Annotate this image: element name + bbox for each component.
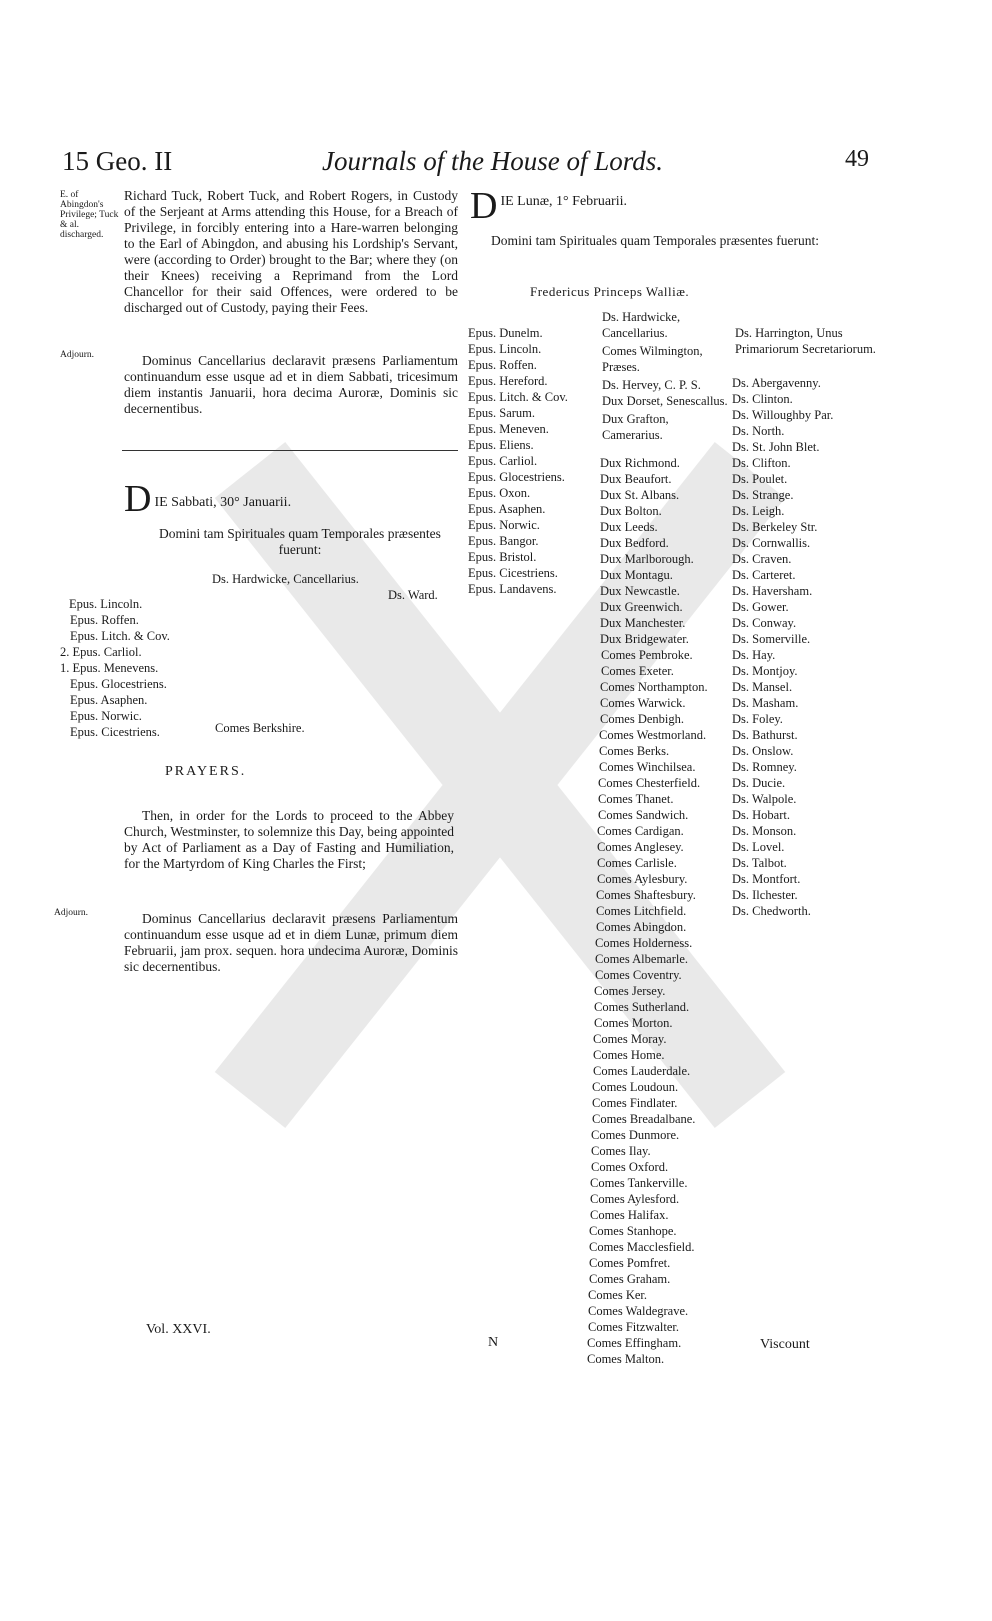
list-item: Ds. Carteret. (732, 568, 796, 582)
list-item: Comes Lauderdale. (593, 1064, 691, 1078)
list-item: Ds. Craven. (732, 552, 792, 566)
list-item: Dux Grafton, Camerarius. (602, 412, 669, 442)
list-item: Comes Fitzwalter. (588, 1320, 679, 1334)
officers-list (602, 309, 732, 445)
list-item: Comes Shaftesbury. (596, 888, 696, 902)
list-item: Ds. Clinton. (732, 392, 793, 406)
list-item: Comes Holderness. (595, 936, 693, 950)
list-item: Ds. Mansel. (732, 680, 793, 694)
list-item: Comes Wilmington, Præses. (602, 344, 703, 374)
list-item: Epus. Carliol. (468, 454, 538, 468)
list-item: Comes Berks. (599, 744, 670, 758)
earls-list (587, 647, 708, 1367)
lord-ward: Ds. Ward. (388, 588, 438, 602)
list-item: Epus. Litch. & Cov. (468, 390, 568, 404)
list-item: Dux Montagu. (600, 568, 673, 582)
list-item: Comes Stanhope. (589, 1224, 677, 1238)
margin-note: E. of Abingdon's Privilege; Tuck & al. discharged. (60, 190, 119, 240)
list-item: Comes Cardigan. (597, 824, 684, 838)
list-item: Epus. Sarum. (468, 406, 536, 420)
list-item: Ds. Hay. (732, 648, 776, 662)
domini-line: Domini tam Spirituales quam Temporales præsentes fuerunt: (159, 526, 441, 557)
list-item: Dux Bolton. (600, 504, 662, 518)
list-item: Ds. Chedworth. (732, 904, 811, 918)
list-item: Dux Bedford. (600, 536, 669, 550)
list-item: Comes Graham. (589, 1272, 671, 1286)
list-item: Ds. Ilchester. (732, 888, 798, 902)
list-item: Ds. Masham. (732, 696, 799, 710)
list-item: 1. Epus. Menevens. (60, 661, 159, 675)
list-item: Ds. Gower. (732, 600, 789, 614)
list-item: Comes Abingdon. (596, 920, 687, 934)
reign-header: 15 Geo. II (62, 146, 173, 176)
list-item: Comes Loudoun. (592, 1080, 679, 1094)
list-item: Ds. Willoughby Par. (732, 408, 834, 422)
list-item: Comes Albemarle. (595, 952, 689, 966)
list-item: Epus. Litch. & Cov. (70, 629, 170, 643)
list-item: Epus. Lincoln. (468, 342, 542, 356)
list-item: Comes Denbigh. (600, 712, 685, 726)
list-item: Comes Effingham. (587, 1336, 682, 1350)
list-item: Comes Winchilsea. (599, 760, 696, 774)
list-item: Epus. Cicestriens. (70, 725, 160, 739)
list-item: Epus. Glocestriens. (468, 470, 565, 484)
list-item: Comes Dunmore. (591, 1128, 680, 1142)
list-item: Epus. Cicestriens. (468, 566, 558, 580)
day-heading (124, 478, 458, 520)
list-item: Epus. Asaphen. (468, 502, 546, 516)
list-item: Comes Pomfret. (589, 1256, 671, 1270)
dukes-list (600, 455, 694, 647)
volume-footer: Vol. XXVI. (146, 1322, 211, 1337)
margin-note: Adjourn. (60, 350, 95, 360)
list-item: Epus. Landavens. (468, 582, 557, 596)
list-item: Epus. Roffen. (468, 358, 537, 372)
prayers-heading: PRAYERS. (165, 764, 247, 779)
list-item: Dux Marlborough. (600, 552, 694, 566)
list-item: Ds. Bathurst. (732, 728, 798, 742)
list-item: Dux Newcastle. (600, 584, 680, 598)
list-item: Ds. Onslow. (732, 744, 794, 758)
drop-cap: D (124, 478, 152, 520)
list-item: Comes Westmorland. (599, 728, 707, 742)
list-item: Ds. St. John Blet. (732, 440, 820, 454)
list-item: Ds. Ducie. (732, 776, 786, 790)
day-heading (470, 185, 850, 227)
list-item: Comes Macclesfield. (589, 1240, 695, 1254)
list-item: Ds. Poulet. (732, 472, 788, 486)
list-item: Epus. Norwic. (468, 518, 540, 532)
paragraph-prayers: Then, in order for the Lords to proceed to the Abbey Church, Westminster, to solemnize this Day, being appointed by Act of Parliament as a Day of Fasting and Humiliation, for the Martyrdom of King Charles the First; (124, 808, 454, 871)
list-item: Comes Waldegrave. (588, 1304, 689, 1318)
list-item: Comes Northampton. (600, 680, 708, 694)
bishops-list (468, 325, 568, 597)
list-item: Epus. Glocestriens. (70, 677, 167, 691)
list-item: Ds. Hervey, C. P. S. (602, 378, 701, 392)
list-item: Ds. Foley. (732, 712, 783, 726)
list-item: Comes Ilay. (591, 1144, 651, 1158)
barons-list (732, 375, 833, 919)
bishops-list (60, 596, 170, 740)
list-item: Ds. Lovel. (732, 840, 785, 854)
list-item: Ds. Cornwallis. (732, 536, 811, 550)
list-item: Ds. Monson. (732, 824, 797, 838)
list-item: Ds. Hardwicke, Cancellarius. (602, 310, 681, 340)
list-item: Dux Greenwich. (600, 600, 683, 614)
list-item: Epus. Meneven. (468, 422, 549, 436)
list-item: Dux Beaufort. (600, 472, 672, 486)
prince-of-wales: Fredericus Princeps Walliæ. (530, 284, 690, 299)
chancellor: Ds. Hardwicke, Cancellarius. (212, 572, 359, 586)
list-item: Dux St. Albans. (600, 488, 680, 502)
list-item: Comes Malton. (587, 1352, 665, 1366)
list-item: Dux Dorset, Senescallus. (602, 394, 728, 408)
list-item: Comes Home. (593, 1048, 665, 1062)
list-item: Comes Sutherland. (594, 1000, 690, 1014)
domini-line: Domini tam Spirituales quam Temporales præsentes fuerunt: (491, 233, 819, 248)
list-item: Dux Manchester. (600, 616, 686, 630)
list-item: Comes Exeter. (601, 664, 674, 678)
earl-berkshire: Comes Berkshire. (215, 721, 305, 735)
list-item: Epus. Lincoln. (69, 597, 143, 611)
list-item: Dux Bridgewater. (600, 632, 689, 646)
list-item: Comes Pembroke. (601, 648, 693, 662)
list-item: Comes Litchfield. (596, 904, 687, 918)
list-item: Comes Moray. (593, 1032, 667, 1046)
list-item: Comes Findlater. (592, 1096, 678, 1110)
list-item: Epus. Asaphen. (70, 693, 148, 707)
list-item: Comes Oxford. (591, 1160, 669, 1174)
list-item: Ds. Leigh. (732, 504, 785, 518)
drop-cap: D (470, 185, 498, 227)
day-heading-text: IE Sabbati, 30° Januarii. (154, 495, 292, 510)
list-item: Ds. Somerville. (732, 632, 811, 646)
list-item: Comes Jersey. (594, 984, 666, 998)
list-item: Ds. Romney. (732, 760, 797, 774)
secretary: Ds. Harrington, Unus Primariorum Secretariorum. (735, 326, 876, 356)
signature-mark: N (488, 1335, 499, 1350)
list-item: Comes Chesterfield. (598, 776, 701, 790)
divider (122, 450, 458, 451)
paragraph-adjourn: Dominus Cancellarius declaravit præsens Parliamentum continuandum esse usque ad et in diem Sabbati, tricesimum diem instantis Januarii, hora decima Auroræ, Dominis sic decernentibus. (124, 353, 458, 416)
paragraph-tuck: Richard Tuck, Robert Tuck, and Robert Rogers, in Custody of the Serjeant at Arms attending this House, for a Breach of Privilege, in forcibly entering into a Hare-warren belonging to the Earl of Abingdon, and abusing his Lordship's Servant, were (according to Order) brought to the Bar; where they (on their Knees) receiving a Reprimand from the Lord Chancellor for their said Offences, were ordered to be discharged out of Custody, paying their Fees. (124, 188, 458, 315)
list-item: Ds. Abergavenny. (732, 376, 821, 390)
list-item: Comes Coventry. (595, 968, 682, 982)
list-item: Ds. Hobart. (732, 808, 790, 822)
list-item: Epus. Norwic. (70, 709, 142, 723)
list-item: Dux Richmond. (600, 456, 680, 470)
list-item: Ds. Talbot. (732, 856, 787, 870)
list-item: Comes Thanet. (598, 792, 674, 806)
list-item: Comes Aylesford. (590, 1192, 680, 1206)
list-item: Comes Halifax. (590, 1208, 669, 1222)
list-item: Comes Aylesbury. (597, 872, 688, 886)
list-item: Epus. Dunelm. (468, 326, 543, 340)
list-item: Comes Breadalbane. (592, 1112, 696, 1126)
list-item: Ds. Strange. (732, 488, 794, 502)
list-item: Comes Warwick. (600, 696, 686, 710)
list-item: Ds. Conway. (732, 616, 797, 630)
list-item: Dux Leeds. (600, 520, 658, 534)
page-number: 49 (845, 146, 869, 172)
list-item: Epus. Bristol. (468, 550, 537, 564)
margin-note: Adjourn. (54, 908, 89, 918)
list-item: Ds. Berkeley Str. (732, 520, 818, 534)
list-item: Epus. Eliens. (468, 438, 534, 452)
paragraph-adjourn-2: Dominus Cancellarius declaravit præsens Parliamentum continuandum esse usque ad et in diem Lunæ, primum diem Februarii, jam prox. sequen. hora undecima Auroræ, Dominis sic decernentibus. (124, 911, 458, 974)
list-item: Comes Ker. (588, 1288, 648, 1302)
list-item: Ds. Clifton. (732, 456, 791, 470)
list-item: Comes Morton. (594, 1016, 673, 1030)
catchword: Viscount (760, 1337, 810, 1352)
list-item: Ds. North. (732, 424, 785, 438)
day-heading-text: IE Lunæ, 1° Februarii. (500, 194, 627, 209)
journal-title: Journals of the House of Lords. (322, 146, 664, 176)
list-item: Comes Tankerville. (590, 1176, 688, 1190)
list-item: Ds. Montjoy. (732, 664, 798, 678)
list-item: Comes Carlisle. (597, 856, 677, 870)
list-item: Comes Anglesey. (597, 840, 684, 854)
list-item: Epus. Roffen. (70, 613, 139, 627)
list-item: 2. Epus. Carliol. (60, 645, 142, 659)
list-item: Comes Sandwich. (598, 808, 689, 822)
list-item: Ds. Haversham. (732, 584, 813, 598)
list-item: Epus. Hereford. (468, 374, 548, 388)
list-item: Epus. Bangor. (468, 534, 539, 548)
list-item: Epus. Oxon. (468, 486, 531, 500)
list-item: Ds. Walpole. (732, 792, 797, 806)
list-item: Ds. Montfort. (732, 872, 801, 886)
